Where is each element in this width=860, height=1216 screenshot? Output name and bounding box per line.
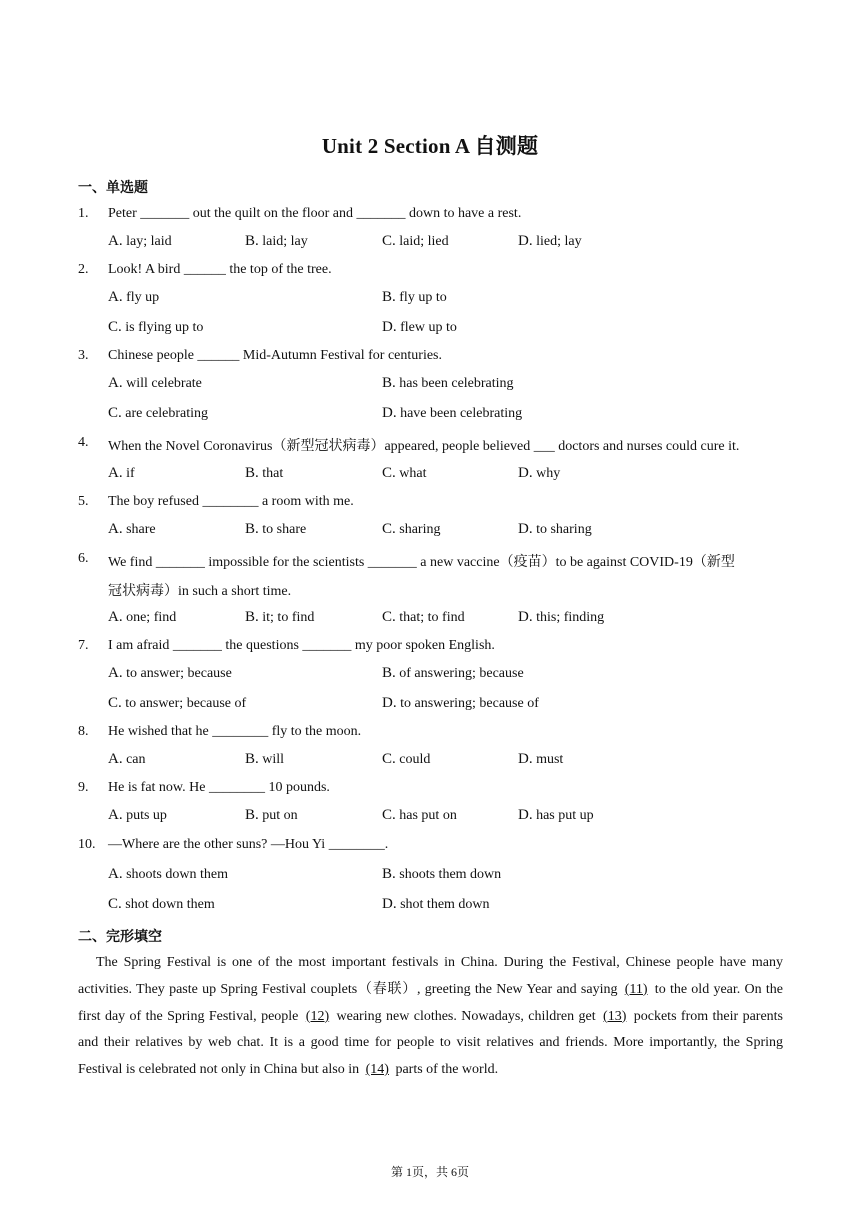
option-b: B. laid; lay bbox=[245, 233, 308, 249]
page-footer: 第 1页，共 6页 bbox=[390, 1165, 469, 1179]
option-b: B. to share bbox=[245, 521, 307, 537]
question-number: 1. bbox=[78, 206, 89, 221]
option-a: A. if bbox=[108, 465, 135, 481]
option-d: D. has put up bbox=[518, 807, 594, 823]
section-heading-single-choice: 一、单选题 bbox=[78, 180, 148, 196]
blank-12: (12) bbox=[305, 1008, 330, 1024]
option-d: D. to answering; because of bbox=[382, 695, 539, 711]
question-stem: Look! A bird ______ the top of the tree. bbox=[108, 262, 332, 277]
page-title: Unit 2 Section A 自测题 bbox=[321, 134, 539, 158]
question-number: 9. bbox=[78, 780, 89, 795]
option-a: A. will celebrate bbox=[108, 375, 202, 391]
question-stem: He wished that he ________ fly to the moon. bbox=[108, 724, 362, 739]
question-stem: I am afraid _______ the questions _______ my poor spoken English. bbox=[108, 638, 495, 653]
question-stem: Chinese people ______ Mid-Autumn Festival for centuries. bbox=[108, 348, 442, 363]
cloze-passage: The Spring Festival is one of the most important festivals in China. During the Festival, Chinese people have many activities. They paste up Spring Festival couplets（春联）, greeting the New Year and saying (11) to the old year. On the first day of the Spring Festival, people (12) wearing new clothes. Nowadays, children get (13) pockets from their parents and their relatives by web chat. It is a good time for people to visit relatives and friends. More importantly, the Spring Festival is celebrated not only in China but also in (14) parts of the world. bbox=[78, 955, 784, 1078]
option-c: C. laid; lied bbox=[382, 233, 449, 249]
option-a: A. puts up bbox=[108, 807, 167, 823]
option-a: A. can bbox=[108, 751, 146, 767]
option-a: A. to answer; because bbox=[108, 665, 232, 681]
option-b: B. that bbox=[245, 465, 284, 481]
option-c: C. are celebrating bbox=[108, 405, 209, 421]
option-b: B. of answering; because bbox=[382, 665, 524, 681]
blank-11: (11) bbox=[624, 981, 648, 997]
question-stem: The boy refused ________ a room with me. bbox=[108, 494, 354, 509]
option-c: C. is flying up to bbox=[108, 319, 204, 335]
question-number: 7. bbox=[78, 638, 89, 653]
option-c: C. what bbox=[382, 465, 427, 481]
option-d: D. to sharing bbox=[518, 521, 592, 537]
option-b: B. put on bbox=[245, 807, 298, 823]
question-number: 3. bbox=[78, 348, 89, 363]
option-b: B. will bbox=[245, 751, 285, 767]
option-d: D. shot them down bbox=[382, 896, 490, 912]
question-number: 5. bbox=[78, 494, 89, 509]
option-c: C. sharing bbox=[382, 521, 441, 537]
option-c: C. shot down them bbox=[108, 896, 215, 912]
option-b: B. has been celebrating bbox=[382, 375, 514, 391]
option-c: C. has put on bbox=[382, 807, 457, 823]
option-d: D. have been celebrating bbox=[382, 405, 523, 421]
option-c: C. could bbox=[382, 751, 431, 767]
question-stem: We find _______ impossible for the scientists _______ a new vaccine（疫苗）to be against COVID-19（新型 bbox=[108, 555, 735, 570]
blank-14: (14) bbox=[365, 1062, 389, 1078]
option-a: A. shoots down them bbox=[108, 866, 228, 882]
option-a: A. share bbox=[108, 521, 156, 537]
blank-13: (13) bbox=[603, 1008, 627, 1024]
option-a: A. fly up bbox=[108, 289, 160, 305]
option-b: B. it; to find bbox=[245, 609, 315, 625]
option-d: D. flew up to bbox=[382, 319, 457, 335]
question-number: 2. bbox=[78, 262, 89, 277]
option-c: C. that; to find bbox=[382, 609, 465, 625]
question-stem: Peter _______ out the quilt on the floor and _______ down to have a rest. bbox=[108, 206, 522, 221]
question-stem: He is fat now. He ________ 10 pounds. bbox=[108, 780, 330, 795]
option-d: D. why bbox=[518, 465, 561, 481]
option-a: A. one; find bbox=[108, 609, 177, 625]
option-d: D. this; finding bbox=[518, 609, 605, 625]
option-d: D. must bbox=[518, 751, 564, 767]
question-number: 4. bbox=[78, 435, 89, 450]
question-stem: When the Novel Coronavirus（新型冠状病毒）appeared, people believed ___ doctors and nurses could cure it. bbox=[108, 439, 740, 454]
question-stem: —Where are the other suns? —Hou Yi ________. bbox=[108, 837, 389, 852]
question-number: 10. bbox=[78, 837, 96, 852]
option-b: B. shoots them down bbox=[382, 866, 502, 882]
question-number: 6. bbox=[78, 551, 89, 566]
option-b: B. fly up to bbox=[382, 289, 447, 305]
option-d: D. lied; lay bbox=[518, 233, 582, 249]
section-heading-cloze: 二、完形填空 bbox=[78, 929, 162, 945]
option-c: C. to answer; because of bbox=[108, 695, 247, 711]
question-number: 8. bbox=[78, 724, 89, 739]
option-a: A. lay; laid bbox=[108, 233, 172, 249]
question-stem-continued: 冠状病毒）in such a short time. bbox=[108, 584, 292, 599]
